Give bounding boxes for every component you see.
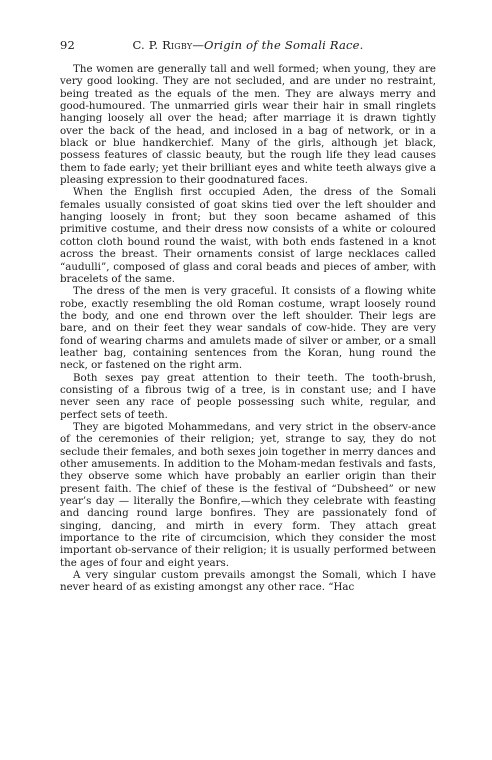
paragraph-male-dress: The dress of the men is very graceful. It consists of a flowing white robe, exactly resembling the old Roman costume, wrapt loosely round the body, and one end thrown over the left shoulder. Their legs are bare, and on their feet they wear sandals of cow-hide. They are very fond of wearing charms and amulets made of silver or amber, or a small leather bag, containing sentences from the Koran, hung round the neck, or fastened on the right arm. [60,285,436,372]
running-title-author: C. P. Rigby [132,38,193,52]
body-text [60,63,436,594]
paragraph-women: The women are generally tall and well formed; when young, they are very good looking. They are not secluded, and are under no restraint, being treated as the equals of the men. They are always merry and good-humoured. The unmarried girls wear their hair in small ringlets hanging loosely all over the head; after marriage it is drawn tightly over the back of the head, and inclosed in a bag of network, or in a black or blue handkerchief. Many of the girls, although jet black, possess features of classic beauty, but the rough life they lead causes them to fade early; yet their brilliant eyes and white teeth always give a pleasing expression to their goodnatured faces. [60,63,436,187]
page-number: 92 [60,38,76,52]
paragraph-teeth: Both sexes pay great attention to their teeth. The tooth-brush, consisting of a fibrous twig of a tree, is in constant use; and I have never seen any race of people possessing such white, regular, and perfect sets of teeth. [60,371,436,421]
running-title-separator: — [192,38,205,52]
running-title-article: Origin of the Somali Race. [204,38,364,52]
book-page [60,38,436,594]
paragraph-custom: A very singular custom prevails amongst the Somali, which I have never heard of as existing amongst any other race. “Hac [60,569,436,594]
paragraph-religion: They are bigoted Mohammedans, and very strict in the observ-ance of the ceremonies of their religion; yet, strange to say, they do not seclude their females, and both sexes join together in merry dances and other amusements. In addition to the Moham-medan festivals and fasts, they observe some which have probably an earlier origin than their present faith. The chief of these is the festival of “Dubsheed” or new year’s day — literally the Bonfire,—which they celebrate with feasting and dancing round large bonfires. They are passionately fond of singing, dancing, and mirth in every form. They attach great importance to the rite of circumcision, which they consider the most important ob-servance of their religion; it is usually performed between the ages of four and eight years. [60,420,436,569]
running-header [60,38,436,54]
paragraph-female-dress: When the English first occupied Aden, the dress of the Somali females usually consisted of goat skins tied over the left shoulder and hanging loosely in front; but they soon became ashamed of this primitive costume, and their dress now consists of a white or coloured cotton cloth bound round the waist, with both ends fastened in a knot across the breast. Their ornaments consist of large necklaces called “audulli”, composed of glass and coral beads and pieces of amber, with bracelets of the same. [60,186,436,285]
running-title [100,38,436,52]
